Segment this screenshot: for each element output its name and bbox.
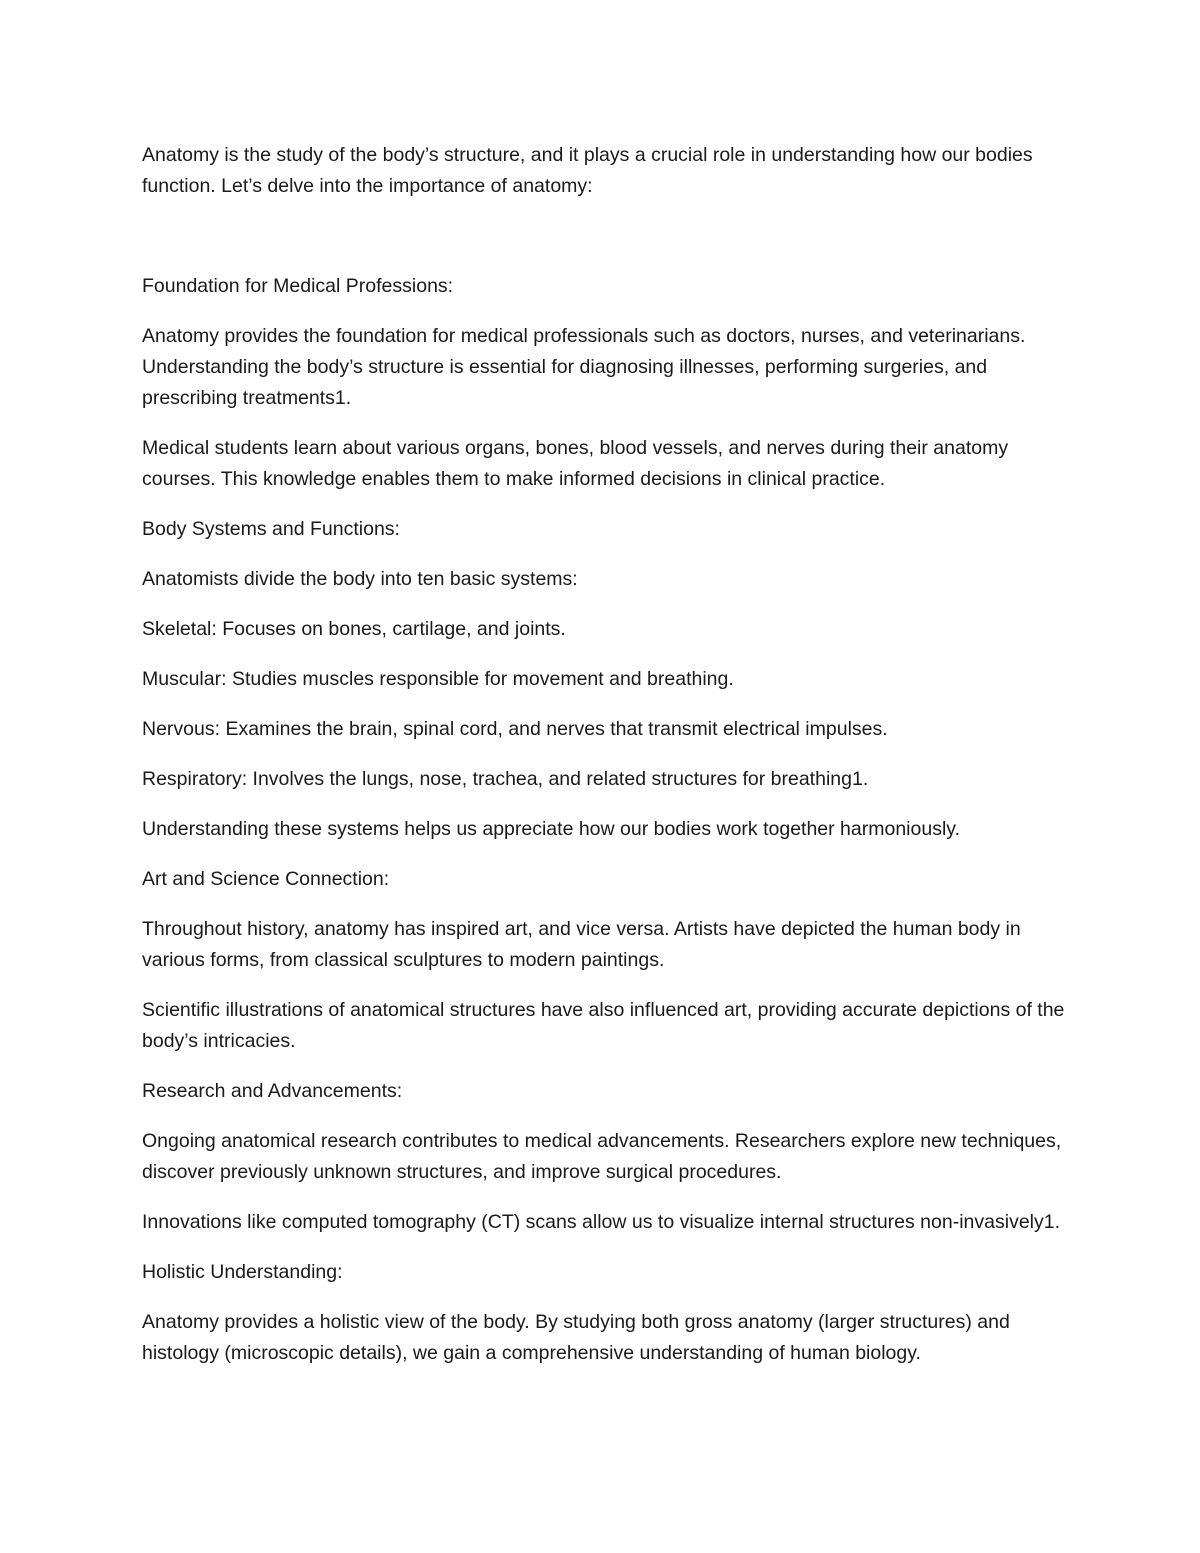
section-heading-art-science: Art and Science Connection:: [142, 868, 390, 890]
section-heading-foundation: Foundation for Medical Professions:: [142, 275, 454, 297]
list-item-skeletal: Skeletal: Focuses on bones, cartilage, and joints.: [142, 618, 566, 640]
paragraph: Throughout history, anatomy has inspired art, and vice versa. Artists have depicted the human body in various forms, from classical sculptures to modern paintings.: [142, 918, 1021, 971]
blank-line: [142, 221, 1072, 271]
section-heading-holistic: Holistic Understanding:: [142, 1261, 343, 1283]
list-item-respiratory: Respiratory: Involves the lungs, nose, trachea, and related structures for breathing1.: [142, 768, 869, 790]
intro-paragraph: Anatomy is the study of the body’s structure, and it plays a crucial role in understanding how our bodies function. Let’s delve into the importance of anatomy:: [142, 144, 1033, 197]
section-heading-research: Research and Advancements:: [142, 1080, 403, 1102]
paragraph: Understanding these systems helps us appreciate how our bodies work together harmoniously.: [142, 818, 961, 840]
paragraph: Scientific illustrations of anatomical structures have also influenced art, providing accurate depictions of the body’s intricacies.: [142, 999, 1065, 1052]
section-heading-body-systems: Body Systems and Functions:: [142, 518, 400, 540]
list-item-muscular: Muscular: Studies muscles responsible for movement and breathing.: [142, 668, 734, 690]
paragraph: Anatomy provides a holistic view of the body. By studying both gross anatomy (larger structures) and histology (microscopic details), we gain a comprehensive understanding of human biology.: [142, 1311, 1010, 1364]
paragraph: Innovations like computed tomography (CT) scans allow us to visualize internal structures non-invasively1.: [142, 1211, 1061, 1233]
paragraph: Anatomy provides the foundation for medical professionals such as doctors, nurses, and veterinarians. Understanding the body’s structure is essential for diagnosing illnesses, performing surgeries, and prescribing treatments1.: [142, 325, 1026, 409]
paragraph: Anatomists divide the body into ten basic systems:: [142, 568, 578, 590]
paragraph: Medical students learn about various organs, bones, blood vessels, and nerves during their anatomy courses. This knowledge enables them to make informed decisions in clinical practice.: [142, 437, 1009, 490]
list-item-nervous: Nervous: Examines the brain, spinal cord, and nerves that transmit electrical impulses.: [142, 718, 888, 740]
paragraph: Ongoing anatomical research contributes to medical advancements. Researchers explore new techniques, discover previously unknown structures, and improve surgical procedures.: [142, 1130, 1062, 1183]
document-body: [142, 140, 1072, 1388]
